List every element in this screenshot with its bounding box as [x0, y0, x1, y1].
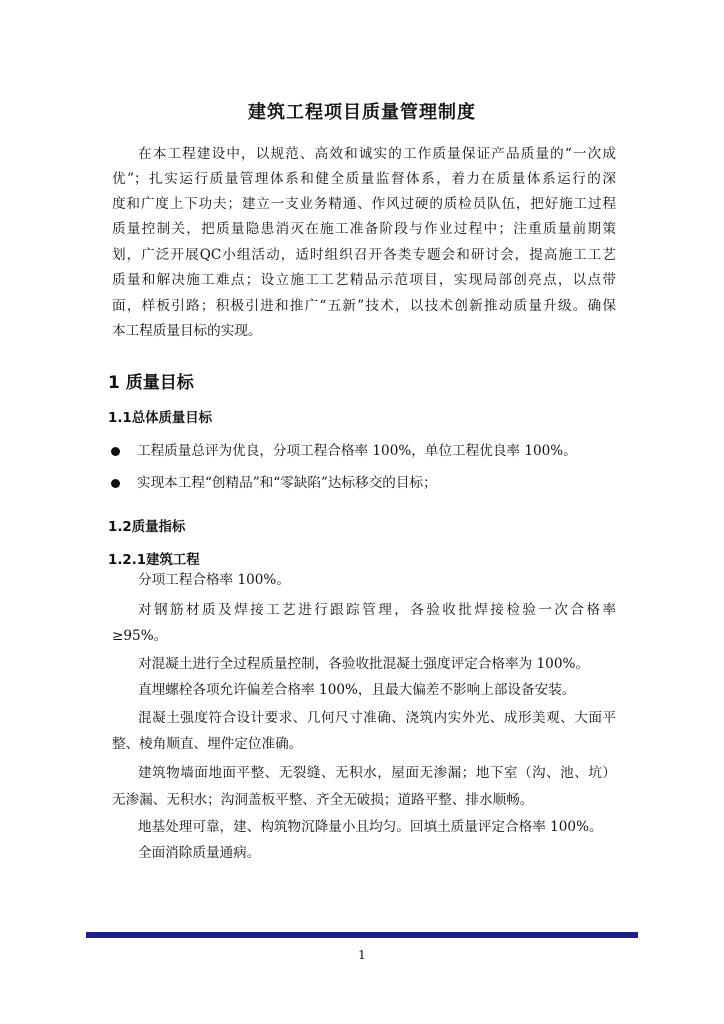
- body-line: 分项工程合格率 100%。: [138, 572, 290, 588]
- body-line: 建筑物墙面地面平整、无裂缝、无积水，屋面无渗漏；地下室（沟、池、坑）: [138, 765, 616, 781]
- intro-line: 在本工程建设中，以规范、高效和诚实的工作质量保证产品质量的“一次成: [138, 146, 616, 162]
- bullet-item: 工程质量总评为优良，分项工程合格率 100%，单位工程优良率 100%。: [137, 443, 577, 459]
- body-line: 对混凝土进行全过程质量控制，各验收批混凝土强度评定合格率为 100%。: [138, 656, 589, 672]
- body-line: 混凝土强度符合设计要求、几何尺寸准确、浇筑内实外光、成形美观、大面平: [138, 710, 616, 726]
- page-number: 1: [358, 948, 366, 962]
- intro-line: 度和广度上下功夫；建立一支业务精通、作风过硬的质检员队伍，把好施工过程: [112, 196, 616, 212]
- body-line: 直埋螺栓各项允许偏差合格率 100%，且最大偏差不影响上部设备安装。: [138, 682, 576, 698]
- body-line: 对钢筋材质及焊接工艺进行跟踪管理，各验收批焊接检验一次合格率: [138, 602, 616, 618]
- footer-rule: [86, 932, 638, 938]
- intro-line: 质量控制关，把质量隐患消灭在施工准备阶段与作业过程中；注重质量前期策: [112, 221, 616, 237]
- body-line: 地基处理可靠，建、构筑物沉降量小且均匀。回填土质量评定合格率 100%。: [138, 819, 603, 835]
- body-line: ≥95%。: [112, 628, 168, 644]
- page-title: 建筑工程项目质量管理制度: [248, 102, 476, 123]
- bullet-icon: [111, 447, 120, 456]
- intro-line: 划，广泛开展QC小组活动，适时组织召开各类专题会和研讨会，提高施工工艺: [112, 247, 616, 263]
- subsection-heading: 1.1总体质量目标: [108, 411, 213, 426]
- subsection-heading: 1.2质量指标: [108, 520, 186, 535]
- intro-line: 面，样板引路；积极引进和推广“五新”技术，以技术创新推动质量升级。确保: [112, 298, 616, 314]
- intro-line: 优”；扎实运行质量管理体系和健全质量监督体系，着力在质量体系运行的深: [112, 171, 616, 187]
- body-line: 全面消除质量通病。: [138, 845, 261, 861]
- intro-line: 质量和解决施工难点；设立施工工艺精品示范项目，实现局部创亮点，以点带: [112, 272, 616, 288]
- bullet-item: 实现本工程“创精品”和“零缺陷”达标移交的目标；: [137, 475, 437, 491]
- subsection-heading: 1.2.1建筑工程: [108, 553, 200, 568]
- body-line: 无渗漏、无积水；沟洞盖板平整、齐全无破损；道路平整、排水顺畅。: [112, 792, 534, 808]
- bullet-icon: [111, 479, 120, 488]
- intro-line: 本工程质量目标的实现。: [112, 323, 262, 339]
- section-heading: 1 质量目标: [108, 373, 194, 393]
- body-line: 整、棱角顺直、埋件定位准确。: [112, 736, 303, 752]
